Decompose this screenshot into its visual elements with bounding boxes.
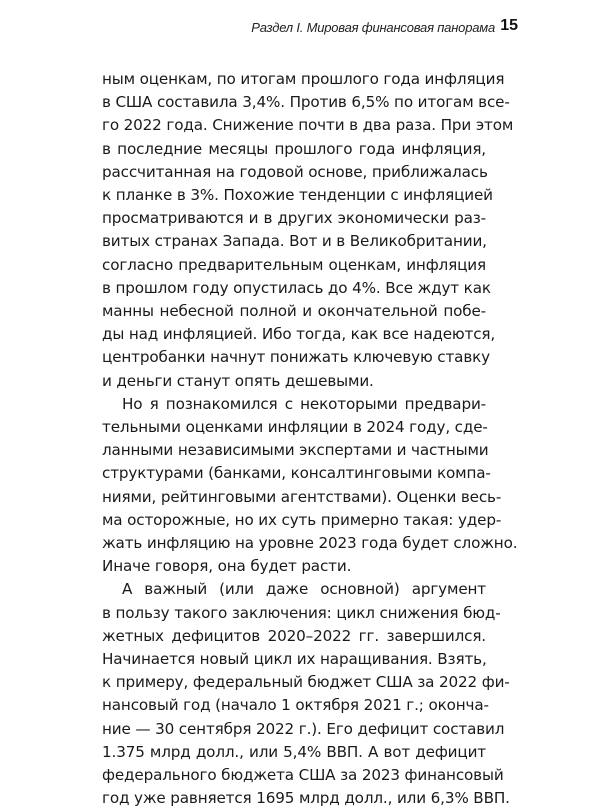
text-line: Иначе говоря, она будет расти. — [102, 557, 352, 576]
text-line: ма осторожные, но их суть примерно такая: удер- — [102, 510, 502, 529]
paragraph-1 — [102, 68, 514, 393]
text-line: Но я познакомился с некоторыми предвари- — [122, 394, 486, 413]
text-line: в США составила 3,4%. Против 6,5% по итогам все- — [102, 93, 510, 112]
text-line: нансовый год (начало 1 октября 2021 г.; оконча- — [102, 696, 489, 715]
text-line: федерального бюджета США за 2023 финансовый — [102, 766, 504, 785]
body-text — [102, 68, 518, 811]
text-line: к примеру, федеральный бюджет США за 2022 фи- — [102, 673, 510, 692]
text-line: витых странах Запада. Вот и в Великобритании, — [102, 232, 487, 251]
running-head: Раздел I. Мировая финансовая панорама — [251, 20, 495, 35]
text-line: ниями, рейтинговыми агентствами). Оценки весь- — [102, 487, 502, 506]
text-line: тельными оценками инфляции в 2024 году, сде- — [102, 418, 488, 437]
text-line: ным оценкам, по итогам прошлого года инфляция — [102, 70, 505, 88]
paragraph-3 — [102, 578, 510, 810]
text-line: и деньги станут опять дешевыми. — [102, 371, 374, 390]
paragraph-2 — [102, 393, 518, 579]
text-line: ланными независимыми экспертами и частными — [102, 441, 489, 460]
text-line: структурами (банками, консалтинговыми компа- — [102, 464, 491, 483]
page-number: 15 — [500, 17, 518, 34]
text-line: Начинается новый цикл их наращивания. Взять, — [102, 650, 487, 669]
text-line: го 2022 года. Снижение почти в два раза. При этом — [102, 116, 514, 135]
text-line: год уже равняется 1695 млрд долл., или 6,3% ВВП. — [102, 789, 510, 808]
text-line: А важный (или даже основной) аргумент — [122, 580, 486, 599]
text-line: 1.375 млрд долл., или 5,4% ВВП. А вот дефицит — [102, 742, 486, 761]
text-line: манны небесной полной и окончательной побе- — [102, 302, 486, 321]
text-line: центробанки начнут понижать ключевую ставку — [102, 348, 491, 367]
text-line: в прошлом году опустилась до 4%. Все ждут как — [102, 278, 491, 297]
text-line: просматриваются и в других экономически раз- — [102, 209, 486, 228]
text-line: в пользу такого заключения: цикл снижения бюд- — [102, 603, 501, 622]
text-line: согласно предварительным оценкам, инфляция — [102, 255, 486, 274]
text-line: жетных дефицитов 2020–2022 гг. завершился. — [102, 626, 486, 645]
text-line: рассчитанная на годовой основе, приближалась — [102, 162, 488, 181]
text-line: жать инфляцию на уровне 2023 года будет сложно. — [102, 534, 518, 553]
text-line: к планке в 3%. Похожие тенденции с инфляцией — [102, 186, 493, 205]
text-line: в последние месяцы прошлого года инфляция, — [102, 139, 486, 158]
text-line: ды над инфляцией. Ибо тогда, как все надеются, — [102, 325, 496, 344]
text-line: ние — 30 сентября 2022 г.). Его дефицит составил — [102, 719, 505, 738]
